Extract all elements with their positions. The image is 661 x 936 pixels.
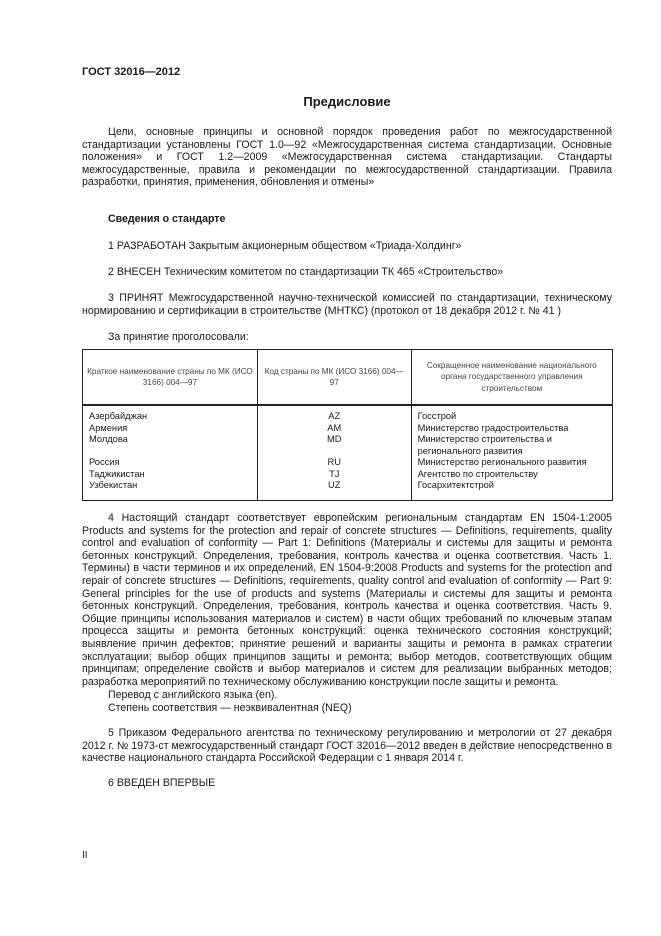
column-header: Сокращенное наименование национального органа государственного управления строительством <box>411 350 612 406</box>
page-title: Предисловие <box>303 94 391 109</box>
country-code: AZ <box>257 405 411 423</box>
table-row <box>83 434 613 457</box>
country-code: UZ <box>257 480 411 500</box>
item-6: 6 ВВЕДЕН ВПЕРВЫЕ <box>108 777 216 789</box>
table-row <box>83 469 613 481</box>
authority-name: Министерство градостроительства <box>411 423 612 435</box>
country-name: Армения <box>83 423 258 435</box>
country-code: AM <box>257 423 411 435</box>
document-header: ГОСТ 32016—2012 <box>82 66 181 78</box>
item-4: 4 Настоящий стандарт соответствует европейским региональным стандартам EN 1504-1:2005 Products and systems for the protection and repair of concrete structures — Definitions, requirements, quality control and evaluation of conformity — Part 1: Definitions (Материалы и системы для защиты и ремонта бетонных конструкций. Определения, требования, контроль качества и оценка соответствия. Часть 1. Термины) в части терминов и их определений, EN 1504-9:2008 Products and systems for the protection and repair of concrete structures — Definitions, requirements, quality control and evaluation of conformity — Part 9: General principles for the use of products and systems (Материалы и системы для защиты и ремонта бетонных конструкций. Определения, требования, контроль качества и оценка соответствия. Часть 9. Общие принципы использования материалов и систем) в части общих требований по ключевым этапам процесса защиты и ремонта бетонных конструкций: оценка технического состояния конструкций; выявление причин дефектов; принятие решений и варианты защиты и ремонта в рамках стратегии эксплуатации; выбор общих принципов защиты и ремонта; выбор методов, соответствующих общим принципам; определение свойств и выбор материалов и систем для реализации выбранных методов; разработка мероприятий по техническому обслуживанию конструкции после защиты и ремонта. <box>82 512 612 688</box>
country-code: TJ <box>257 469 411 481</box>
item-1: 1 РАЗРАБОТАН Закрытым акционерным обществом «Триада-Холдинг» <box>108 240 462 252</box>
column-header: Код страны по МК (ИСО 3166) 004—97 <box>257 350 411 406</box>
column-header: Краткое наименование страны по МК (ИСО 3166) 004—97 <box>83 350 258 406</box>
table-row <box>83 405 613 423</box>
country-code: RU <box>257 457 411 469</box>
item-2: 2 ВНЕСЕН Техническим комитетом по стандартизации ТК 465 «Строительство» <box>108 266 504 278</box>
item-5: 5 Приказом Федерального агентства по техническому регулированию и метрологии от 27 декабря 2012 г. № 1973-ст межгосударственный стандарт ГОСТ 32016—2012 введен в действие непосредственно в качестве национального стандарта Российской Федерации с 1 января 2014 г. <box>82 727 612 765</box>
table-row <box>83 423 613 435</box>
authority-name: Министерство строительства и регионального развития <box>411 434 612 457</box>
conformity-degree: Степень соответствия — неэквивалентная (NEQ) <box>108 702 352 714</box>
country-code: MD <box>257 434 411 457</box>
authority-name: Госархитектстрой <box>411 480 612 500</box>
page-number: II <box>82 850 88 861</box>
info-heading: Сведения о стандарте <box>108 213 226 225</box>
country-name: Азербайджан <box>83 405 258 423</box>
authority-name: Министерство регионального развития <box>411 457 612 469</box>
table-row <box>83 480 613 500</box>
country-name: Узбекистан <box>83 480 258 500</box>
country-name: Молдова <box>83 434 258 457</box>
table-row <box>83 457 613 469</box>
country-name: Таджикистан <box>83 469 258 481</box>
voting-table <box>82 349 613 501</box>
country-name: Россия <box>83 457 258 469</box>
authority-name: Агентство по строительству <box>411 469 612 481</box>
item-3: 3 ПРИНЯТ Межгосударственной научно-технической комиссией по стандартизации, техническому нормированию и сертификации в строительстве (МНТКС) (протокол от 18 декабря 2012 г. № 41 ) <box>82 292 612 317</box>
authority-name: Госстрой <box>411 405 612 423</box>
translation-note: Перевод с английского языка (en). <box>108 689 278 701</box>
intro-paragraph: Цели, основные принципы и основной порядок проведения работ по межгосударственной стандартизации установлены ГОСТ 1.0—92 «Межгосударственная система стандартизации. Основные положения» и ГОСТ 1.2—2009 «Межгосударственная система стандартизации. Стандарты межгосударственные, правила и рекомендации по межгосударственной стандартизации. Правила разработки, принятия, применения, обновления и отмены» <box>82 126 612 189</box>
voted-label: За принятие проголосовали: <box>108 331 249 343</box>
